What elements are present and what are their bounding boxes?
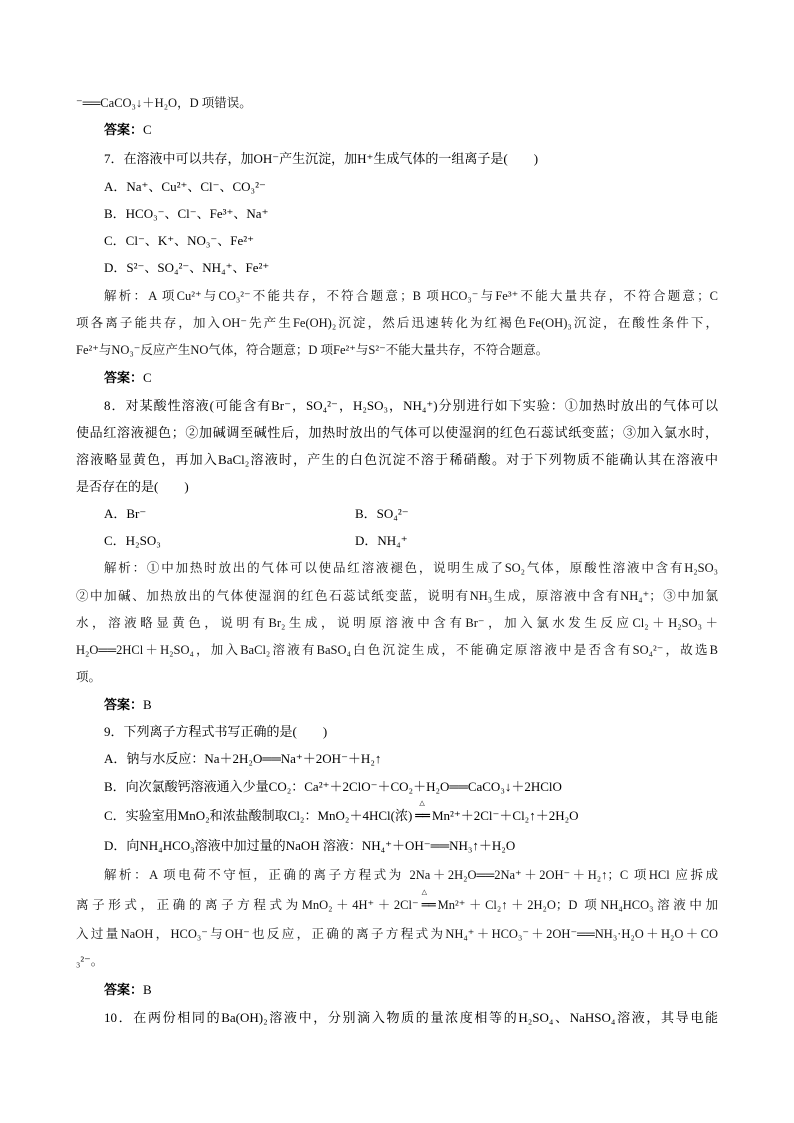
answer-value: B [143,697,152,712]
answer-label: 答案： [104,370,144,385]
question-8-analysis-line: ②中加碱、加热放出的气体使湿润的红色石蕊试纸变蓝，说明有NH₃生成，原溶液中含有NH₄⁺；③中加氯 [76,589,718,603]
question-8-analysis-line: 水，溶液略显黄色，说明有Br₂生成，说明原溶液中含有Br⁻，加入氯水发生反应Cl₂＋H₂SO₃＋ [76,616,718,630]
question-9-analysis-line: ₃²⁻。 [76,954,104,968]
question-9-stem-line: 9．下列离子方程式书写正确的是( ) [104,724,328,739]
question-8-stem-line: 8．对某酸性溶液(可能含有Br⁻，SO₄²⁻，H₂SO₃，NH₄⁺)分别进行如下实验：①加热时放出的气体可以 [104,398,718,413]
question-8-analysis-line: H₂O══2HCl＋H₂SO₄，加入BaCl₂溶液有BaSO₄白色沉淀生成，不能确定原溶液中是否含有SO₄²⁻，故选B [76,643,718,657]
analysis-continuation-line: ⁻══CaCO₃↓＋H₂O，D 项错误。 [76,96,252,110]
answer-label: 答案： [104,122,144,137]
answer-line [104,695,152,715]
question-7-analysis-line: Fe²⁺与NO₃⁻反应产生NO气体，符合题意；D 项Fe²⁺与S²⁻不能大量共存，不符合题意。 [76,343,549,357]
heat-triangle-icon: △ [419,799,425,807]
answer-line [104,368,152,388]
question-8-option-b: B．SO₄²⁻ [355,506,409,521]
question-8-stem-line: 是否存在的是( ) [76,479,189,494]
equation-left-side: 离子形式，正确的离子方程式为MnO₂＋4H⁺＋2Cl⁻ [76,898,419,912]
question-9-option-a: A．钠与水反应：Na＋2H₂O══Na⁺＋2OH⁻＋H₂↑ [104,751,382,766]
equals-sign: ══ [421,897,435,912]
answer-label: 答案： [104,697,144,712]
question-9-analysis-line: 入过量NaOH，HCO₃⁻与OH⁻也反应，正确的离子方程式为NH₄⁺＋HCO₃⁻＋2OH⁻══NH₃·H₂O＋H₂O＋CO [76,927,718,941]
question-8-option-d: D．NH₄⁺ [355,533,408,548]
question-8-analysis-line: 项。 [76,670,102,684]
question-7-stem-line: 7．在溶液中可以共存，加OH⁻产生沉淀，加H⁺生成气体的一组离子是( ) [104,151,539,166]
question-7-analysis-line: 项各离子能共存，加入OH⁻先产生Fe(OH)₂沉淀，然后迅速转化为红褐色Fe(OH)₃沉淀，在酸性条件下， [76,316,718,330]
heating-reaction-sign [421,888,435,915]
question-9-option-b: B．向次氯酸钙溶液通入少量CO₂：Ca²⁺＋2ClO⁻＋CO₂＋H₂O══CaCO₃↓＋2HClO [104,779,562,794]
question-9-option-c [104,799,579,826]
question-7-analysis-line: 解析：A 项Cu²⁺与CO₃²⁻不能共存，不符合题意；B 项HCO₃⁻与Fe³⁺不能大量共存，不符合题意；C [104,289,718,303]
question-8-stem-line: 使品红溶液褪色；②加碱调至碱性后，加热时放出的气体可以使湿润的红色石蕊试纸变蓝；③加入氯水时， [76,425,718,440]
question-8-analysis-line: 解析：①中加热时放出的气体可以使品红溶液褪色，说明生成了SO₂气体，原酸性溶液中含有H₂SO₃ [104,561,718,575]
question-8-option-a: A．Br⁻ [104,506,147,521]
question-10-stem-line: 10．在两份相同的Ba(OH)₂溶液中，分别滴入物质的量浓度相等的H₂SO₄、NaHSO₄溶液，其导电能 [104,1010,718,1025]
question-7-option-d: D．S²⁻、SO₄²⁻、NH₄⁺、Fe²⁺ [104,260,270,275]
question-8-option-c: C．H₂SO₃ [104,533,161,548]
question-7-option-c: C．Cl⁻、K⁺、NO₃⁻、Fe²⁺ [104,233,254,248]
equals-sign: ══ [415,809,429,824]
question-9-analysis-line [76,888,718,915]
answer-value: B [143,982,152,997]
heating-reaction-sign [415,799,429,827]
answer-line [104,120,152,140]
question-7-option-a: A．Na⁺、Cu²⁺、Cl⁻、CO₃²⁻ [104,179,266,194]
question-9-option-d: D．向NH₄HCO₃溶液中加过量的NaOH 溶液：NH₄⁺＋OH⁻══NH₃↑＋H₂O [104,838,516,853]
answer-line [104,980,152,1000]
question-9-analysis-line: 解析：A 项电荷不守恒，正确的离子方程式为 2Na＋2H₂O══2Na⁺＋2OH⁻＋H₂↑；C 项HCl 应拆成 [104,868,718,882]
answer-label: 答案： [104,982,144,997]
equation-right-side: Mn²⁺＋Cl₂↑＋2H₂O；D 项NH₄HCO₃溶液中加 [437,898,718,912]
question-8-stem-line: 溶液略显黄色，再加入BaCl₂溶液时，产生的白色沉淀不溶于稀硝酸。对于下列物质不能确认其在溶液中 [76,452,718,467]
question-7-option-b: B．HCO₃⁻、Cl⁻、Fe³⁺、Na⁺ [104,206,269,221]
answer-value: C [143,122,152,137]
equation-right-side: Mn²⁺＋2Cl⁻＋Cl₂↑＋2H₂O [431,808,579,823]
heat-triangle-icon: △ [421,888,427,896]
answer-value: C [143,370,152,385]
equation-left-side: C．实验室用MnO₂和浓盐酸制取Cl₂：MnO₂＋4HCl(浓) [104,808,413,823]
